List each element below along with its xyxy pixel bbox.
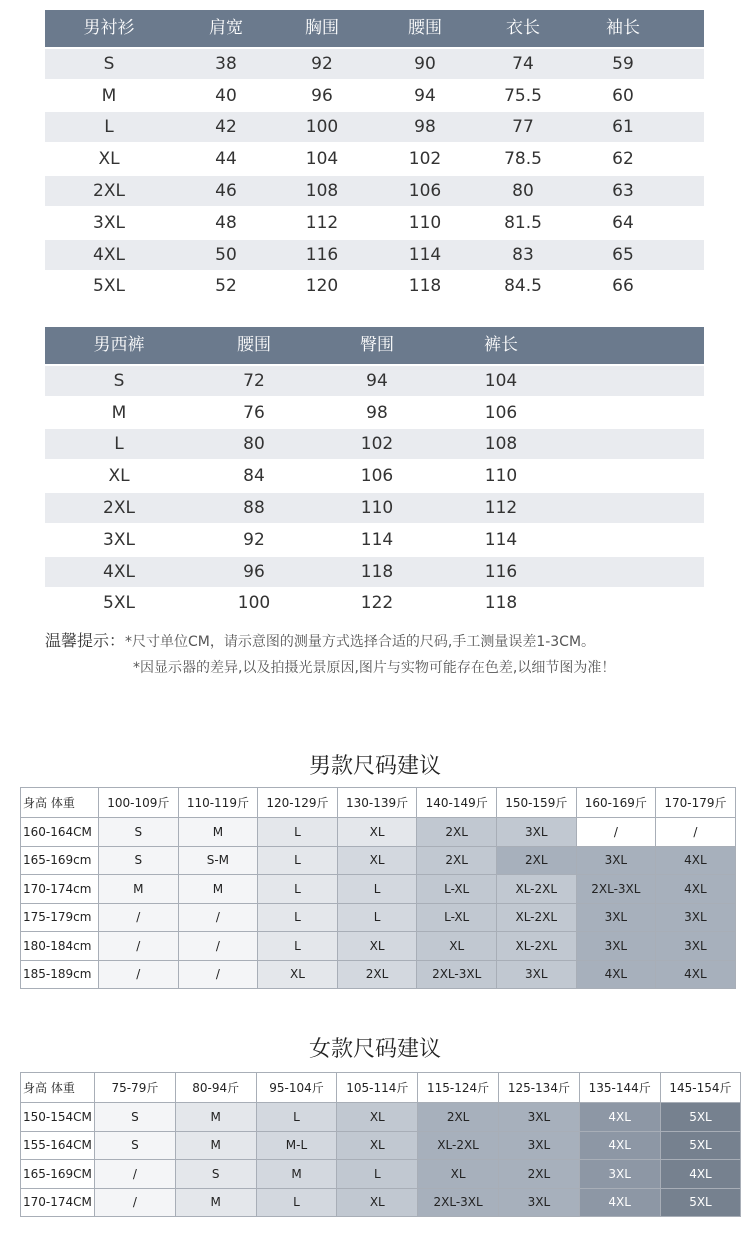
height-row-header: 170-174cm: [21, 875, 99, 904]
weight-column-header: 135-144斤: [579, 1073, 660, 1103]
size-cell: S-M: [178, 846, 258, 875]
table-cell: 116: [305, 244, 339, 265]
table-row: [45, 49, 704, 79]
table-cell: S: [103, 53, 115, 74]
men-reco-table: [20, 787, 736, 989]
size-cell: XL: [337, 932, 417, 961]
table-cell: 96: [243, 561, 265, 582]
table-row: [45, 398, 704, 428]
table-cell: M: [111, 402, 127, 423]
table-cell: 64: [612, 212, 634, 233]
size-cell: /: [656, 818, 736, 847]
table-cell: 72: [243, 370, 265, 391]
size-cell: M: [178, 875, 258, 904]
size-cell: L-XL: [417, 875, 497, 904]
table-cell: 104: [484, 370, 518, 391]
size-cell: 3XL: [496, 818, 576, 847]
table-cell: 44: [215, 149, 237, 170]
height-row-header: 180-184cm: [21, 932, 99, 961]
size-cell: 2XL-3XL: [576, 875, 656, 904]
size-cell: XL: [417, 932, 497, 961]
table-cell: 52: [215, 276, 237, 297]
grid-row: [21, 1160, 741, 1189]
table-cell: 76: [243, 402, 265, 423]
table-cell: 5XL: [103, 593, 135, 614]
table-header: [45, 327, 704, 364]
table-cell: 110: [484, 466, 518, 487]
size-cell: L: [337, 875, 417, 904]
size-cell: XL: [337, 1103, 418, 1132]
size-cell: 3XL: [498, 1188, 579, 1217]
table-cell: 81.5: [504, 212, 542, 233]
weight-column-header: 160-169斤: [576, 788, 656, 818]
table-cell: 74: [512, 53, 534, 74]
table-cell: 61: [612, 117, 634, 138]
table-cell: 80: [243, 434, 265, 455]
table-cell: 114: [408, 244, 442, 265]
size-cell: S: [99, 818, 179, 847]
corner-label: 身高 体重: [21, 1073, 95, 1103]
grid-row: [21, 1188, 741, 1217]
column-header: 臀围: [360, 335, 394, 355]
table-cell: 116: [484, 561, 518, 582]
size-cell: /: [576, 818, 656, 847]
size-cell: 4XL: [656, 875, 736, 904]
table-cell: 90: [414, 53, 436, 74]
column-header: 袖长: [606, 18, 640, 38]
size-cell: XL-2XL: [496, 903, 576, 932]
size-cell: XL: [418, 1160, 499, 1189]
weight-column-header: 145-154斤: [660, 1073, 741, 1103]
table-cell: 38: [215, 53, 237, 74]
table-cell: 84.5: [504, 276, 542, 297]
table-cell: 66: [612, 276, 634, 297]
table-cell: 63: [612, 180, 634, 201]
height-row-header: 175-179cm: [21, 903, 99, 932]
column-header: 裤长: [484, 335, 518, 355]
table-cell: S: [113, 370, 125, 391]
size-cell: M-L: [256, 1131, 337, 1160]
table-cell: 122: [360, 593, 394, 614]
table-cell: 108: [305, 180, 339, 201]
size-cell: 2XL: [417, 818, 497, 847]
size-cell: M: [178, 818, 258, 847]
pants-size-table: [45, 327, 704, 618]
table-cell: 65: [612, 244, 634, 265]
size-cell: /: [178, 903, 258, 932]
table-cell: 50: [215, 244, 237, 265]
size-cell: S: [99, 846, 179, 875]
table-cell: 118: [360, 561, 394, 582]
size-cell: L: [337, 1160, 418, 1189]
table-cell: 96: [311, 85, 333, 106]
table-cell: 80: [512, 180, 534, 201]
height-row-header: 150-154CM: [21, 1103, 95, 1132]
size-cell: 2XL: [418, 1103, 499, 1132]
table-cell: 5XL: [93, 276, 125, 297]
table-row: [45, 208, 704, 238]
table-row: [45, 271, 704, 301]
grid-row: [21, 846, 736, 875]
table-cell: 112: [305, 212, 339, 233]
weight-column-header: 140-149斤: [417, 788, 497, 818]
table-cell: 92: [311, 53, 333, 74]
column-header: 肩宽: [209, 18, 243, 38]
table-cell: 78.5: [504, 149, 542, 170]
table-cell: L: [104, 117, 114, 138]
size-cell: /: [95, 1160, 176, 1189]
size-cell: 5XL: [660, 1131, 741, 1160]
size-cell: 4XL: [656, 846, 736, 875]
size-cell: /: [178, 932, 258, 961]
size-cell: XL: [337, 818, 417, 847]
table-cell: 94: [366, 370, 388, 391]
column-header: 衣长: [506, 18, 540, 38]
size-cell: M: [99, 875, 179, 904]
size-cell: XL: [337, 846, 417, 875]
table-cell: 40: [215, 85, 237, 106]
table-cell: 106: [360, 466, 394, 487]
weight-column-header: 75-79斤: [95, 1073, 176, 1103]
table-cell: 110: [360, 497, 394, 518]
table-header: [45, 10, 704, 47]
height-row-header: 155-164CM: [21, 1131, 95, 1160]
women-reco-table: [20, 1072, 741, 1217]
table-cell: 62: [612, 149, 634, 170]
size-cell: L: [256, 1188, 337, 1217]
size-cell: XL: [258, 960, 338, 989]
corner-label: 身高 体重: [21, 788, 99, 818]
table-cell: 46: [215, 180, 237, 201]
size-cell: 5XL: [660, 1188, 741, 1217]
column-header: 腰围: [408, 18, 442, 38]
table-cell: 4XL: [103, 561, 135, 582]
table-cell: 120: [305, 276, 339, 297]
size-cell: 4XL: [579, 1103, 660, 1132]
table-cell: 3XL: [103, 529, 135, 550]
table-row: [45, 557, 704, 587]
table-cell: 104: [305, 149, 339, 170]
weight-column-header: 80-94斤: [175, 1073, 256, 1103]
size-cell: /: [99, 960, 179, 989]
size-cell: 4XL: [579, 1131, 660, 1160]
weight-column-header: 110-119斤: [178, 788, 258, 818]
table-cell: 112: [484, 497, 518, 518]
table-cell: 4XL: [93, 244, 125, 265]
size-cell: L-XL: [417, 903, 497, 932]
shirt-size-table: [45, 10, 704, 301]
grid-row: [21, 875, 736, 904]
table-cell: 75.5: [504, 85, 542, 106]
weight-column-header: 150-159斤: [496, 788, 576, 818]
column-header: 腰围: [237, 335, 271, 355]
size-cell: 3XL: [656, 903, 736, 932]
weight-column-header: 115-124斤: [418, 1073, 499, 1103]
table-cell: 88: [243, 497, 265, 518]
size-cell: L: [258, 903, 338, 932]
table-cell: 98: [414, 117, 436, 138]
size-cell: 4XL: [576, 960, 656, 989]
weight-column-header: 105-114斤: [337, 1073, 418, 1103]
table-row: [45, 525, 704, 555]
size-cell: L: [337, 903, 417, 932]
weight-column-header: 120-129斤: [258, 788, 338, 818]
table-cell: 2XL: [103, 497, 135, 518]
size-cell: M: [175, 1188, 256, 1217]
size-cell: 4XL: [656, 960, 736, 989]
table-cell: 98: [366, 402, 388, 423]
table-cell: XL: [98, 149, 120, 170]
weight-column-header: 170-179斤: [656, 788, 736, 818]
size-cell: S: [95, 1103, 176, 1132]
size-cell: /: [178, 960, 258, 989]
men-reco-title: 男款尺码建议: [308, 754, 441, 779]
size-cell: M: [175, 1131, 256, 1160]
size-cell: 3XL: [498, 1103, 579, 1132]
table-row: [45, 81, 704, 111]
column-header: 男衬衫: [83, 18, 135, 38]
size-cell: XL: [337, 1188, 418, 1217]
table-cell: 94: [414, 85, 436, 106]
size-cell: 3XL: [498, 1131, 579, 1160]
grid-row: [21, 903, 736, 932]
size-cell: /: [99, 903, 179, 932]
tips-label: 温馨提示：: [45, 631, 126, 650]
table-cell: 3XL: [93, 212, 125, 233]
size-cell: L: [256, 1103, 337, 1132]
table-cell: 84: [243, 466, 265, 487]
table-cell: 106: [484, 402, 518, 423]
column-header: 胸围: [305, 18, 339, 38]
size-cell: L: [258, 932, 338, 961]
size-cell: S: [175, 1160, 256, 1189]
table-row: [45, 112, 704, 142]
size-cell: 5XL: [660, 1103, 741, 1132]
tips-line-2: *因显示器的差异,以及拍摄光景原因,图片与实物可能存在色差,以细节图为准！: [133, 660, 616, 676]
table-cell: 59: [612, 53, 634, 74]
weight-column-header: 100-109斤: [99, 788, 179, 818]
weight-column-header: 125-134斤: [498, 1073, 579, 1103]
size-cell: L: [258, 875, 338, 904]
table-cell: 118: [408, 276, 442, 297]
height-row-header: 185-189cm: [21, 960, 99, 989]
size-cell: XL-2XL: [496, 932, 576, 961]
size-cell: 4XL: [660, 1160, 741, 1189]
size-cell: 2XL: [496, 846, 576, 875]
table-cell: M: [101, 85, 117, 106]
table-cell: 60: [612, 85, 634, 106]
table-cell: 83: [512, 244, 534, 265]
table-row: [45, 176, 704, 206]
grid-header-row: [21, 788, 736, 818]
size-cell: M: [256, 1160, 337, 1189]
table-cell: 114: [360, 529, 394, 550]
table-cell: L: [114, 434, 124, 455]
table-cell: 2XL: [93, 180, 125, 201]
table-row: [45, 461, 704, 491]
size-cell: 4XL: [579, 1188, 660, 1217]
size-cell: 3XL: [576, 846, 656, 875]
grid-row: [21, 932, 736, 961]
size-cell: S: [95, 1131, 176, 1160]
table-cell: 106: [408, 180, 442, 201]
size-cell: /: [95, 1188, 176, 1217]
grid-row: [21, 1103, 741, 1132]
size-cell: 2XL-3XL: [417, 960, 497, 989]
height-row-header: 160-164CM: [21, 818, 99, 847]
table-cell: 118: [484, 593, 518, 614]
grid-row: [21, 1131, 741, 1160]
table-cell: 100: [237, 593, 271, 614]
table-cell: 100: [305, 117, 339, 138]
table-cell: 48: [215, 212, 237, 233]
table-cell: 102: [408, 149, 442, 170]
table-cell: 42: [215, 117, 237, 138]
size-cell: 3XL: [656, 932, 736, 961]
size-cell: 3XL: [579, 1160, 660, 1189]
grid-header-row: [21, 1073, 741, 1103]
size-cell: 3XL: [496, 960, 576, 989]
grid-row: [21, 960, 736, 989]
weight-column-header: 95-104斤: [256, 1073, 337, 1103]
table-row: [45, 493, 704, 523]
size-cell: XL: [337, 1131, 418, 1160]
table-row: [45, 429, 704, 459]
size-cell: 3XL: [576, 903, 656, 932]
height-row-header: 165-169CM: [21, 1160, 95, 1189]
size-cell: L: [258, 818, 338, 847]
table-cell: XL: [108, 466, 130, 487]
size-cell: 3XL: [576, 932, 656, 961]
size-cell: 2XL: [337, 960, 417, 989]
column-header: 男西裤: [93, 335, 145, 355]
size-cell: 2XL: [417, 846, 497, 875]
table-row: [45, 588, 704, 618]
size-cell: 2XL: [498, 1160, 579, 1189]
table-cell: 92: [243, 529, 265, 550]
weight-column-header: 130-139斤: [337, 788, 417, 818]
table-row: [45, 366, 704, 396]
tips-line-1: *尺寸单位CM，请示意图的测量方式选择合适的尺码,手工测量误差1-3CM。: [125, 634, 596, 650]
table-cell: 102: [360, 434, 394, 455]
size-cell: 2XL-3XL: [418, 1188, 499, 1217]
grid-row: [21, 818, 736, 847]
table-cell: 77: [512, 117, 534, 138]
size-cell: XL-2XL: [418, 1131, 499, 1160]
height-row-header: 165-169cm: [21, 846, 99, 875]
size-cell: /: [99, 932, 179, 961]
table-cell: 110: [408, 212, 442, 233]
height-row-header: 170-174CM: [21, 1188, 95, 1217]
women-reco-title: 女款尺码建议: [308, 1037, 441, 1062]
table-cell: 108: [484, 434, 518, 455]
size-cell: XL-2XL: [496, 875, 576, 904]
table-row: [45, 144, 704, 174]
size-cell: M: [175, 1103, 256, 1132]
size-cell: L: [258, 846, 338, 875]
tips-section: [45, 628, 705, 677]
table-row: [45, 240, 704, 270]
table-cell: 114: [484, 529, 518, 550]
